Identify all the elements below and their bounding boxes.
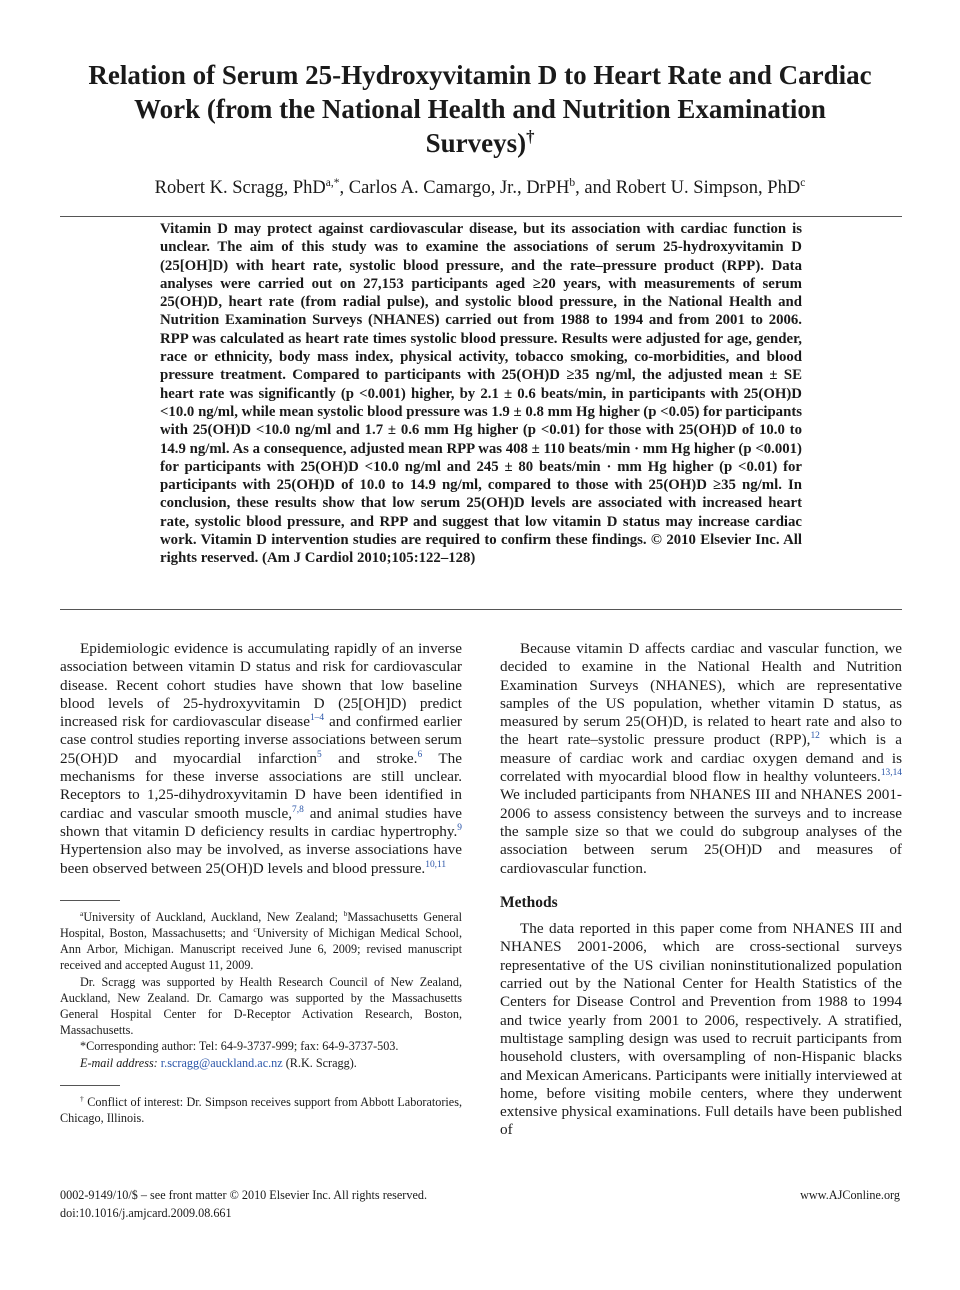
email-label: E-mail address:	[80, 1055, 158, 1070]
author-affiliation-mark: b	[569, 176, 576, 189]
citation-ref[interactable]: 6	[417, 749, 423, 760]
author-name: Robert U. Simpson, PhD	[615, 178, 801, 198]
conflict-footnote	[60, 1094, 462, 1126]
affiliations-footnote: $^a$University of Auckland, Auckland, New Zealand; $^b$Massachusetts General Hospital, Boston, Massachusetts; and $^c$University of Michigan Medical School, Ann Arbor, Michigan. Manuscript received June 6, 2009; revised manuscript received and accepted August 11, 2009.	[60, 908, 462, 973]
citation-ref[interactable]: 10,11	[425, 859, 447, 870]
author-affiliation-mark: c	[800, 176, 806, 189]
conflict-text: Conflict of interest: Dr. Simpson receives support from Abbott Laboratories, Chicago, Illinois.	[60, 1094, 462, 1126]
affiliation-mark: b	[343, 908, 348, 918]
author-list: Robert K. Scragg, PhD$^{a,*}$, Carlos A. Camargo, Jr., DrPH$^b$, and Robert U. Simpson, PhD$^c$	[154, 176, 806, 198]
right-column	[500, 640, 902, 1140]
author-affiliation-mark: a,*	[325, 176, 340, 189]
rationale-paragraph: Because vitamin D affects cardiac and vascular function, we decided to examine in the National Health and Nutrition Examination Surveys (NHANES), which are representative samples of the US population, whether vitamin D status, as measured by serum 25(OH)D, is related to heart rate and also to the heart rate–systolic pressure product (RPP),$^{12}$ which is a measure of cardiac work and cardiac oxygen demand and is correlated with myocardial blood flow in healthy volunteers.$^{13,14}$ We included participants from NHANES III and NHANES 2001-2006 to assess consistency between the surveys and to increase the sample size so that we could do subgroup analyses of the association between serum 25(OH)D and measures of cardiovascular function.	[500, 640, 902, 877]
footer-doi-line: doi:10.1016/j.amjcard.2009.08.661	[60, 1205, 232, 1220]
corresponding-author-footnote: *Corresponding author: Tel: 64-9-3737-999; fax: 64-9-3737-503.	[80, 1039, 399, 1054]
left-column	[60, 640, 462, 1126]
footer-left	[60, 1187, 427, 1222]
article-title: Relation of Serum 25-Hydroxyvitamin D to Heart Rate and Cardiac Work (from the National Health and Nutrition Examination Surveys)†	[88, 60, 872, 158]
author-name: Robert K. Scragg, PhD	[154, 178, 326, 198]
citation-ref[interactable]: 9	[457, 822, 462, 833]
email-link[interactable]: r.scragg@auckland.ac.nz	[160, 1055, 283, 1070]
email-suffix: (R.K. Scragg).	[282, 1055, 357, 1070]
affiliation-mark: c	[253, 925, 257, 934]
funding-footnote: Dr. Scragg was supported by Health Research Council of New Zealand, Auckland, New Zealand. Dr. Camargo was supported by the Massachusetts General Hospital Center for D-Receptor Activation Research, Boston, Massachusetts.	[60, 974, 462, 1038]
footer-issn-line: 0002-9149/10/$ – see front matter © 2010 Elsevier Inc. All rights reserved.	[60, 1188, 428, 1202]
methods-paragraph: The data reported in this paper come from NHANES III and NHANES 2001-2006, which are cross-sectional surveys representative of the US civilian noninstitutionalized population carried out by the National Center for Health Statistics of the Centers for Disease Control and Prevention from 1988 to 1994 and twice yearly from 2001 to 2006, respectively. A stratified, multistage sampling design was used to recruit participants from household clusters, with oversampling of non-Hispanic blacks and Mexican Americans. Participants were initially interviewed at home, before visiting mobile centers, where they underwent extensive physical examinations. Full details have been published of	[500, 920, 902, 1139]
email-footnote	[60, 1055, 462, 1071]
conflict-footnote-rule	[60, 1085, 120, 1086]
abstract-top-rule	[60, 216, 902, 217]
footnote-rule	[60, 900, 120, 901]
methods-heading: Methods	[500, 893, 558, 911]
citation-ref[interactable]: 12	[810, 731, 820, 742]
title-dagger-mark: †	[526, 127, 535, 146]
intro-paragraph: Epidemiologic evidence is accumulating rapidly of an inverse association between vitamin D status and risk for cardiovascular disease. Recent cohort studies have shown that low baseline blood levels of 25-hydroxyvitamin D (25[OH]D) predict increased risk for cardiovascular disease$^{1-4}$ and confirmed earlier case control studies reporting inverse associations between serum 25(OH)D and myocardial infarction$^5$ and stroke.$^6$ The mechanisms for these inverse associations are still unclear. Receptors to 1,25-dihydroxyvitamin D have been identified in cardiac and vascular smooth muscle,$^{7,8}$ and animal studies have shown that vitamin D deficiency results in cardiac hypertrophy.$^9$ Hypertension also may be involved, as inverse associations have been observed between 25(OH)D levels and blood pressure.$^{10,11}$	[60, 640, 462, 877]
footer-website[interactable]: www.AJConline.org	[800, 1188, 900, 1202]
author-name: Carlos A. Camargo, Jr., DrPH	[348, 178, 570, 198]
conflict-dagger-mark: †	[80, 1093, 85, 1103]
citation-ref[interactable]: 13,14	[880, 768, 902, 779]
affiliation-mark: a	[80, 908, 84, 918]
citation-ref[interactable]: 7,8	[292, 804, 304, 815]
abstract: Vitamin D may protect against cardiovascular disease, but its association with cardiac function is unclear. The aim of this study was to examine the associations of serum 25-hydroxyvitamin D (25[OH]D) with heart rate, systolic blood pressure, and the rate–pressure product (RPP). Data analyses were carried out on 27,153 participants aged ≥20 years, with measurements of serum 25(OH)D, heart rate (from radial pulse), and systolic blood pressure, in the National Health and Nutrition Examination Surveys (NHANES) carried out from 1988 to 1994 and from 2001 to 2006. RPP was calculated as heart rate times systolic blood pressure. Results were adjusted for age, gender, race or ethnicity, body mass index, physical activity, tobacco smoking, co-morbidities, and blood pressure treatment. Compared to participants with 25(OH)D ≥35 ng/ml, the adjusted mean ± SE heart rate was significantly (p <0.001) higher, by 2.1 ± 0.6 beats/min, in participants with 25(OH)D <10.0 ng/ml, while mean systolic blood pressure was 1.9 ± 0.8 mm Hg higher (p <0.05) for participants with 25(OH)D <10.0 ng/ml and 1.7 ± 0.6 mm Hg higher (p <0.01) for those with 25(OH)D of 10.0 to 14.9 ng/ml. As a consequence, adjusted mean RPP was 408 ± 110 beats/min · mm Hg higher (p <0.001) for participants with 25(OH)D <10.0 ng/ml and 245 ± 80 beats/min · mm Hg higher (p <0.01) for participants with 25(OH)D of 10.0 to 14.9 ng/ml, compared to those with 25(OH)D ≥35 ng/ml. In conclusion, these results show that low serum 25(OH)D levels are associated with increased heart rate, systolic blood pressure, and RPP and suggest that low vitamin D status may increase cardiac work. Vitamin D intervention studies are required to confirm these findings. © 2010 Elsevier Inc. All rights reserved. (Am J Cardiol 2010;105:122–128)	[160, 221, 802, 567]
abstract-bottom-rule	[60, 609, 902, 610]
citation-ref[interactable]: 5	[316, 749, 322, 760]
citation-ref[interactable]: 1–4	[309, 713, 325, 724]
